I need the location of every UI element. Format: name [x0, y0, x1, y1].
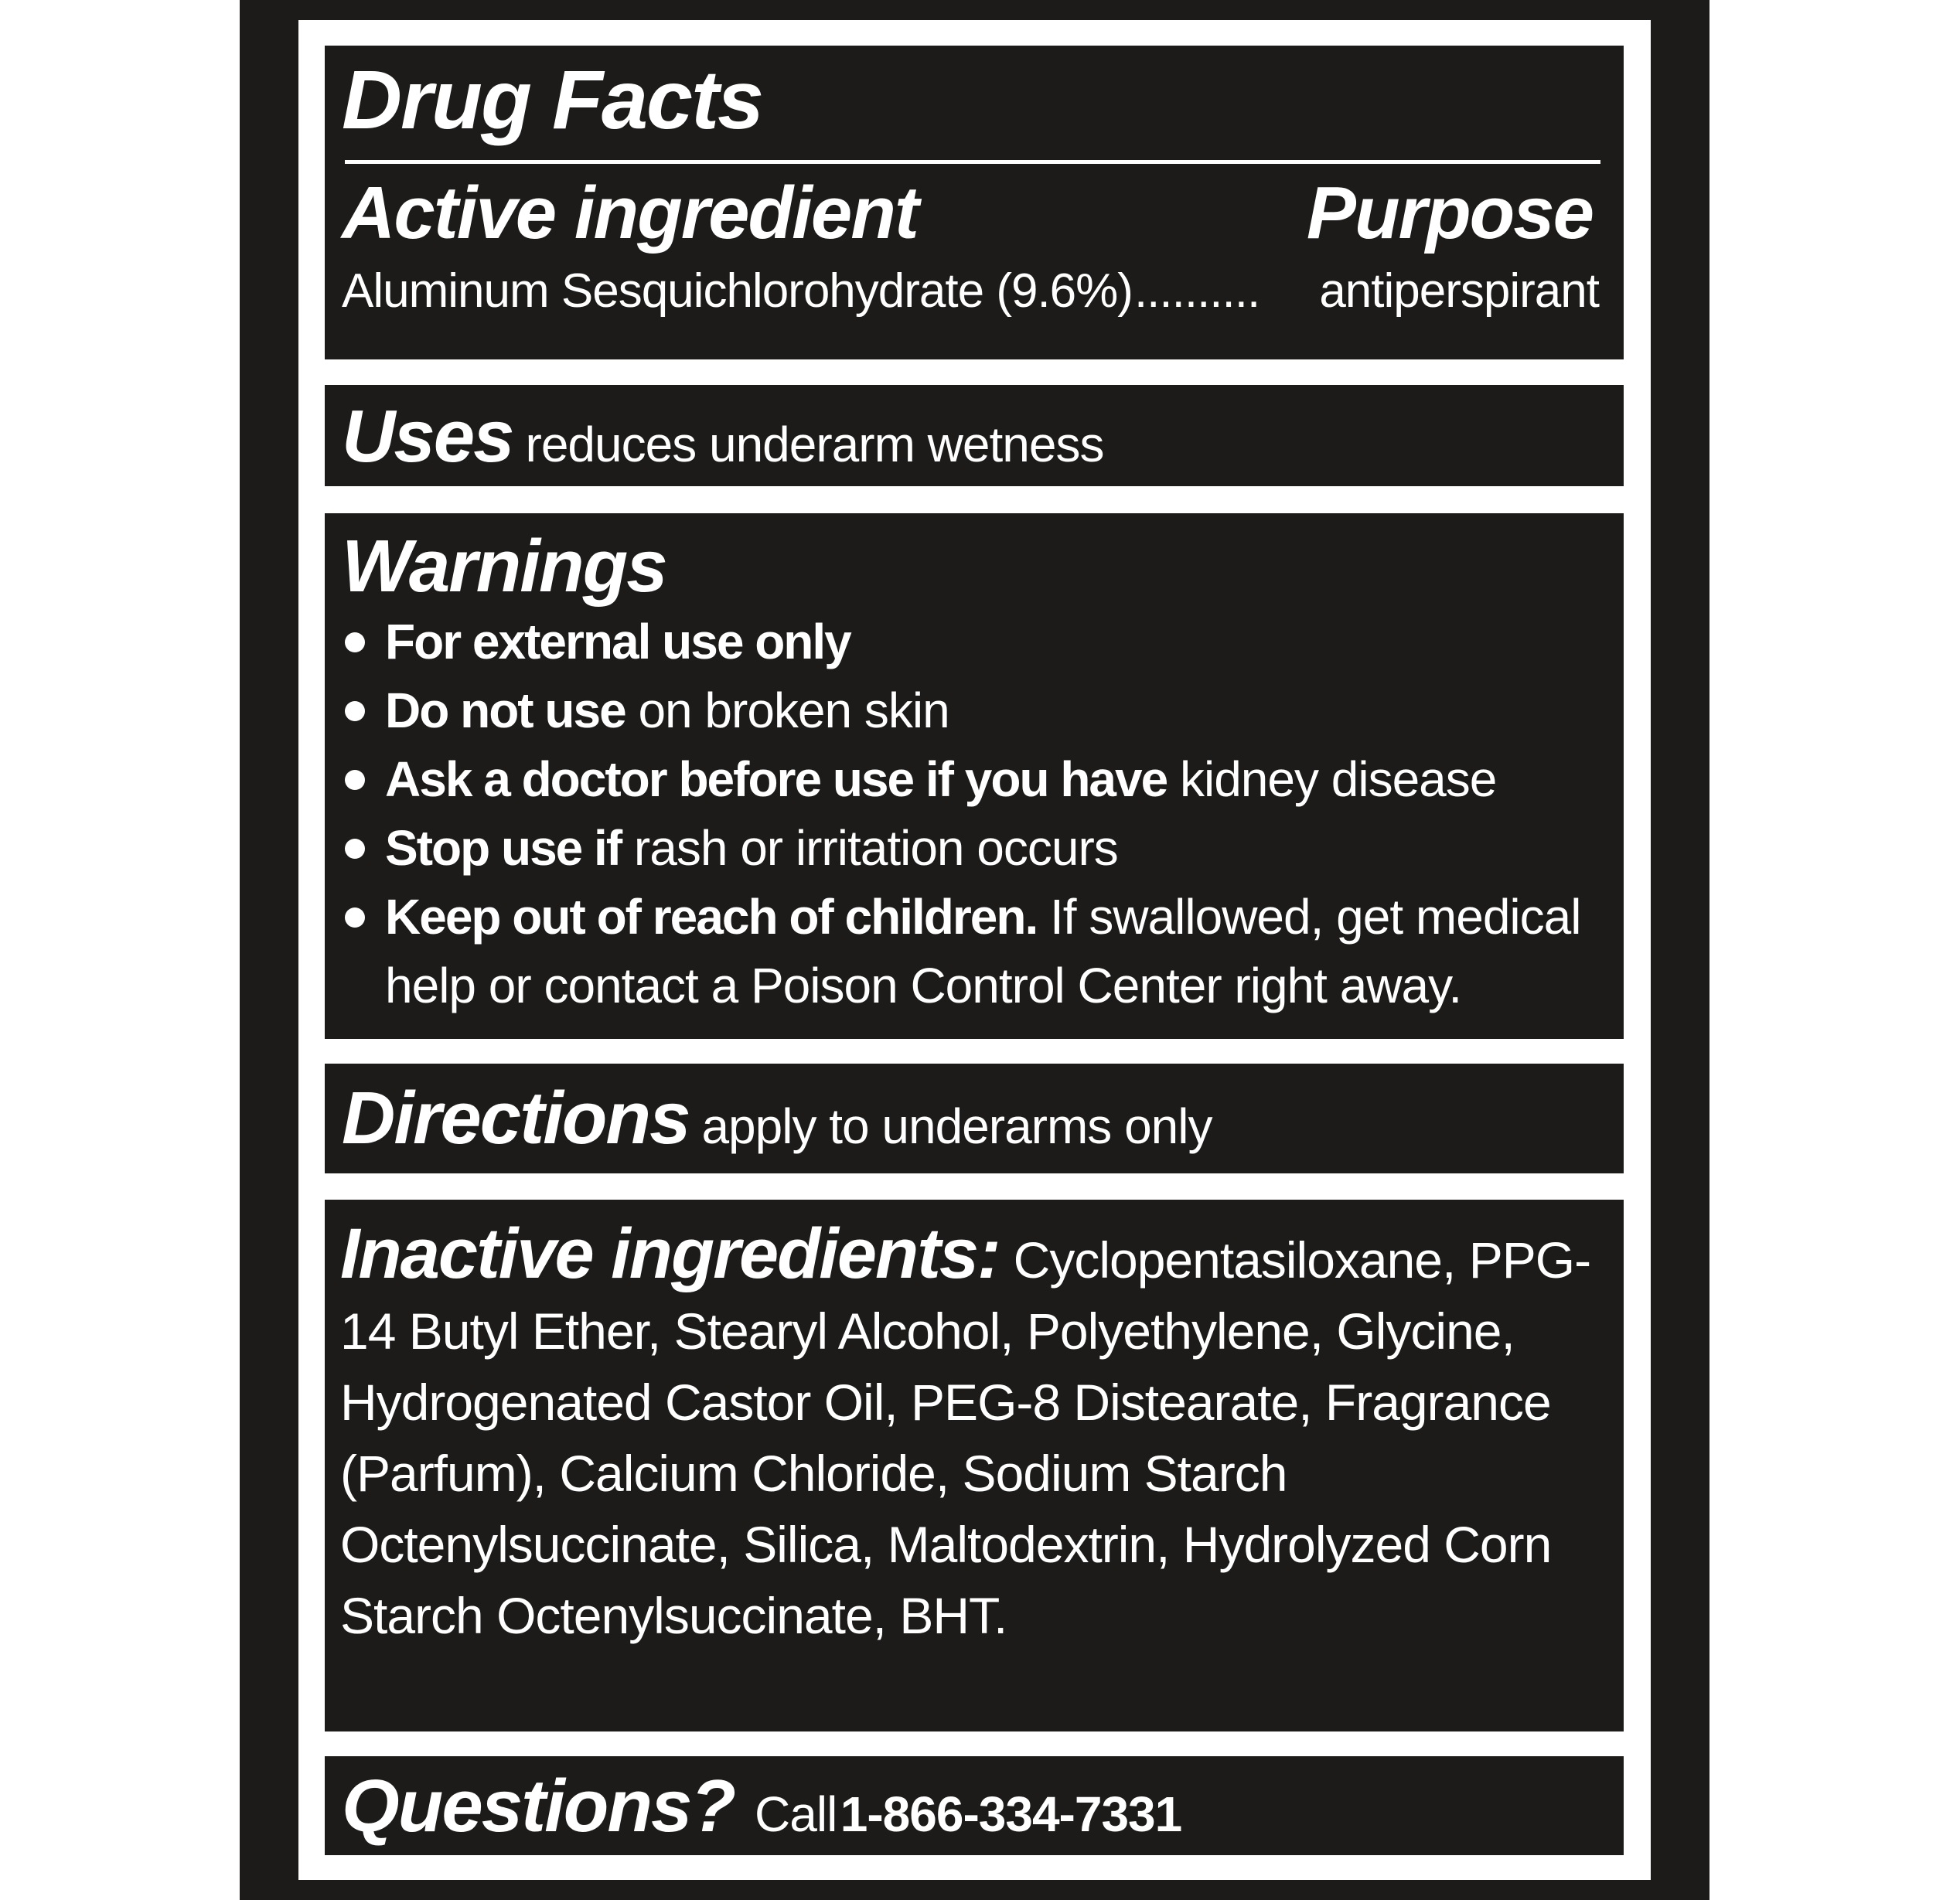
warning-bold-text: Ask a doctor before use if you have [385, 751, 1167, 807]
list-item [342, 814, 1608, 883]
warning-text: rash or irritation occurs [621, 820, 1118, 876]
uses-line [342, 394, 1103, 501]
list-item [342, 745, 1608, 814]
warnings-list [342, 608, 1608, 1020]
purpose-heading: Purpose [1306, 172, 1593, 254]
questions-heading: Questions? [342, 1765, 735, 1847]
active-ingredient-heading: Active ingredient [342, 172, 918, 254]
warning-text: If swallowed, get medical help or contact a Poison Control Center right away. [385, 889, 1581, 1013]
list-item [342, 676, 1608, 745]
warning-text: kidney disease [1167, 751, 1497, 807]
uses-text: reduces underarm wetness [525, 417, 1104, 472]
warning-bold-text: For external use only [385, 614, 850, 669]
drug-facts-panel [325, 46, 1624, 359]
active-ingredient-row [342, 259, 1599, 324]
list-item [342, 608, 1608, 676]
bullet-icon [345, 907, 365, 928]
bullet-icon [345, 701, 365, 721]
uses-heading: Uses [342, 395, 513, 478]
directions-line [342, 1076, 1212, 1183]
warning-bold-text: Do not use [385, 683, 625, 738]
uses-panel [325, 385, 1624, 486]
directions-heading: Directions [342, 1077, 690, 1159]
inactive-ingredients-panel [325, 1200, 1624, 1731]
directions-panel [325, 1064, 1624, 1173]
warnings-heading: Warnings [342, 525, 666, 608]
warnings-panel [325, 513, 1624, 1039]
inactive-ingredients-paragraph [340, 1214, 1608, 1651]
bullet-icon [345, 632, 365, 652]
warning-bold-text: Keep out of reach of children. [385, 889, 1038, 945]
ingredient-name: Aluminum Sesquichlorohydrate (9.6%) [342, 264, 1133, 318]
phone-number: 1-866-334-7331 [840, 1786, 1182, 1842]
call-label: Call [755, 1786, 837, 1842]
leader-dots: .......... [1133, 264, 1260, 318]
inactive-ingredients-heading: Inactive ingredients: [340, 1214, 1000, 1293]
drug-facts-title: Drug Facts [342, 53, 763, 146]
list-item [342, 883, 1608, 1020]
title-divider [345, 160, 1600, 164]
questions-line [342, 1764, 1181, 1871]
directions-text: apply to underarms only [701, 1098, 1212, 1154]
bullet-icon [345, 839, 365, 859]
warning-bold-text: Stop use if [385, 820, 622, 876]
bullet-icon [345, 770, 365, 790]
inactive-ingredients-text: Cyclopentasiloxane, PPG-14 Butyl Ether, Stearyl Alcohol, Polyethylene, Glycine, Hydrogenated Castor Oil, PEG-8 Distearate, Fragrance (Parfum), Calcium Chloride, Sodium Starch Octenylsuccinate, Silica, Maltodextrin, Hydrolyzed Corn Starch Octenylsuccinate, BHT. [340, 1231, 1591, 1644]
warning-text: on broken skin [625, 683, 949, 738]
ingredient-purpose: antiperspirant [1319, 264, 1599, 318]
questions-panel [325, 1756, 1624, 1855]
